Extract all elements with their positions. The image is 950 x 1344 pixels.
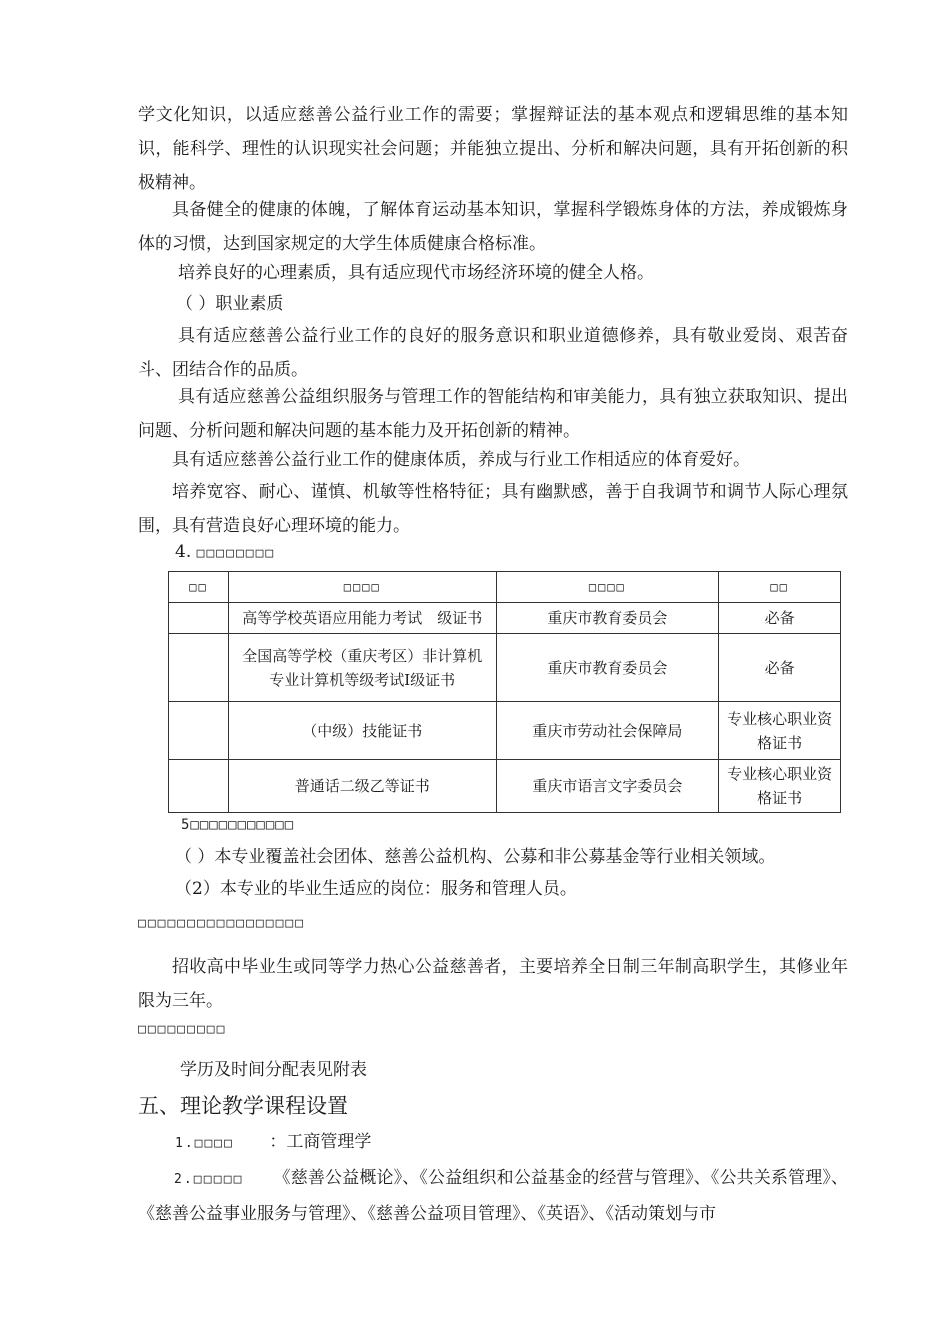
paragraph-service-awareness: 具有适应慈善公益行业工作的良好的服务意识和职业道德修养，具有敬业爱岗、艰苦奋斗、团结合作的品质。 [138,326,848,380]
table-row [169,702,841,760]
paragraph-personality: 培养宽容、耐心、谨慎、机敏等性格特征；具有幽默感，善于自我调节和调节人际心理氛围，具有营造良好心理环境的能力。 [138,482,848,536]
paragraph-psychological: 培养良好的心理素质，具有适应现代市场经济环境的健全人格。 [178,263,654,283]
header-cell: □□ [169,572,229,603]
table-header-row [169,572,841,603]
section-4-title: □□□□□□□□ [196,546,276,561]
table-row [169,634,841,702]
section-5-heading: 5□□□□□□□□□□□ [181,817,295,833]
paragraph-schedule: 学历及时间分配表见附表 [180,1060,367,1080]
issuer-cell: 重庆市教育委员会 [496,634,719,702]
section-5-item-1: （ ）本专业覆盖社会团体、慈善公益机构、公募和非公募基金等行业相关领域。 [175,847,776,867]
note-cell: 必备 [719,634,841,702]
course-1-text: ：工商管理学 [269,1132,372,1152]
certificate-table [168,571,841,813]
table-row [169,760,841,813]
note-cell: 专业核心职业资格证书 [719,760,841,813]
header-cell: □□□□ [228,572,496,603]
certificate-name-cell: 全国高等学校（重庆考区）非计算机专业计算机等级考试Ⅰ级证书 [228,634,496,702]
subheading-professional-quality: （ ）职业素质 [176,294,284,314]
course-item-1 [175,1130,371,1156]
paragraph-intellectual-structure: 具有适应慈善公益组织服务与管理工作的智能结构和审美能力，具有独立获取知识、提出问题、分析问题和解决问题的基本能力及开拓创新的精神。 [138,387,848,441]
section-5-item-2: （2）本专业的毕业生适应的岗位：服务和管理人员。 [175,879,577,899]
section-heading-schedule: □□□□□□□□□ [138,1022,227,1037]
row-number-cell [169,603,229,634]
row-number-cell [169,760,229,813]
row-number-cell [169,634,229,702]
paragraph-physical-health: 具备健全的健康的体魄，了解体育运动基本知识，掌握科学锻炼身体的方法，养成锻炼身体的习惯，达到国家规定的大学生体质健康合格标准。 [138,200,848,254]
certificate-name-cell: 高等学校英语应用能力考试 级证书 [228,603,496,634]
certificate-name-cell: 普通话二级乙等证书 [228,760,496,813]
paragraph-enrollment: 招收高中毕业生或同等学力热心公益慈善者，主要培养全日制三年制高职学生，其修业年限为三年。 [138,957,848,1011]
header-cell: □□ [719,572,841,603]
course-1-label: 1.□□□□ [175,1136,234,1151]
section-heading-enrollment: □□□□□□□□□□□□□□□□□ [138,916,306,931]
note-cell: 必备 [719,603,841,634]
issuer-cell: 重庆市劳动社会保障局 [496,702,719,760]
table-row [169,603,841,634]
row-number-cell [169,702,229,760]
section-4-number: 4. [175,542,192,562]
certificate-name-cell: （中级）技能证书 [228,702,496,760]
section-4-heading [175,540,275,566]
paragraph-culture-knowledge: 学文化知识，以适应慈善公益行业工作的需要；掌握辩证法的基本观点和逻辑思维的基本知识，能科学、理性的认识现实社会问题；并能独立提出、分析和解决问题，具有开拓创新的积极精神。 [138,105,848,193]
chapter-5-title: 五、理论教学课程设置 [138,1094,348,1118]
header-cell: □□□□ [496,572,719,603]
issuer-cell: 重庆市教育委员会 [496,603,719,634]
paragraph-health-physique: 具有适应慈善公益行业工作的健康体质，养成与行业工作相适应的体育爱好。 [172,450,750,470]
note-cell: 专业核心职业资格证书 [719,702,841,760]
course-2-label: 2.□□□□□ [174,1172,244,1187]
issuer-cell: 重庆市语言文字委员会 [496,760,719,813]
course-item-2 [138,1161,848,1231]
course-2-text: 《慈善公益概论》、《公益组织和公益基金的经营与管理》、《公共关系管理》、《慈善公益事业服务与管理》、《慈善公益项目管理》、《英语》、《活动策划与市 [138,1168,848,1224]
